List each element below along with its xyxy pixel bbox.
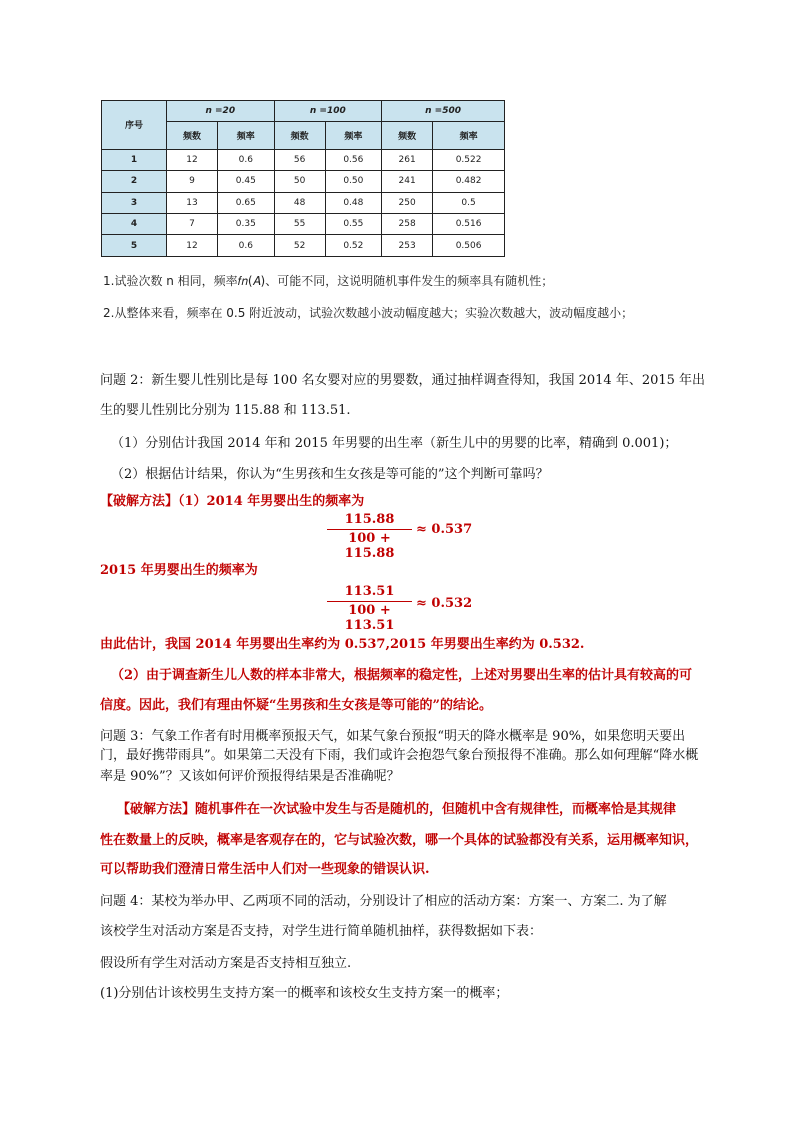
table-cell: 0.50 <box>325 171 382 192</box>
row-index: 2 <box>102 171 167 192</box>
question-4-line-4: (1)分别估计该校男生支持方案一的概率和该校女生支持方案一的概率； <box>100 986 509 1001</box>
fraction-numerator: 113.51 <box>344 584 395 599</box>
solution-2-part-2-line-2: 信度。因此，我们有理由怀疑“生男孩和生女孩是等可能的”的结论。 <box>100 698 492 713</box>
table-cell: 48 <box>274 192 325 213</box>
table-cell: 261 <box>382 149 433 170</box>
table-row <box>102 149 505 170</box>
count-header: 频数 <box>382 122 433 149</box>
table-cell: 0.5 <box>433 192 505 213</box>
solution-3-line-2: 性在数量上的反映，概率是客观存在的，它与试验次数，哪一个具体的试验都没有关系，运用概率知识， <box>100 833 699 848</box>
solution-3-text: 随机事件在一次试验中发生与否是随机的，但随机中含有规律性，而概率恰是其规律 <box>195 802 677 817</box>
table-cell: 52 <box>274 235 325 257</box>
table-cell: 7 <box>167 214 218 235</box>
table-cell: 241 <box>382 171 433 192</box>
note-randomness: 1.试验次数 n 相同，频率𝑓𝑛(𝐴)、可能不同，这说明随机事件发生的频率具有随机性； <box>103 274 554 288</box>
fraction-2014-value: ≈ 0.537 <box>416 522 473 537</box>
table-row <box>102 171 505 192</box>
method-tag: 【破解方法】 <box>100 494 179 509</box>
row-index: 3 <box>102 192 167 213</box>
table-cell: 9 <box>167 171 218 192</box>
table-cell: 56 <box>274 149 325 170</box>
question-2-sub-2: （2）根据估计结果，你认为“生男孩和生女孩是等可能的”这个判断可靠吗？ <box>111 467 549 482</box>
solution-2-part-1-intro: （1）2014 年男婴出生的频率为 <box>178 494 365 509</box>
solution-2-heading <box>100 490 364 509</box>
question-4-line-1: 问题 4：某校为举办甲、乙两项不同的活动，分别设计了相应的活动方案：方案一、方案二. 为了解 <box>100 894 667 909</box>
table-cell: 0.56 <box>325 149 382 170</box>
table-cell: 253 <box>382 235 433 257</box>
table-row <box>102 214 505 235</box>
group-header-n100: n =100 <box>274 101 382 122</box>
table-cell: 0.6 <box>218 149 275 170</box>
table-cell: 50 <box>274 171 325 192</box>
fraction-2015 <box>327 584 412 633</box>
table-header-row <box>102 101 505 122</box>
frequency-table <box>101 100 505 257</box>
question-2-sub-1: （1）分别估计我国 2014 年和 2015 年男婴的出生率（新生儿中的男婴的比率，精确到 0.001)； <box>111 436 678 451</box>
method-tag: 【破解方法】 <box>117 802 196 817</box>
table-row <box>102 235 505 257</box>
table-cell: 0.506 <box>433 235 505 257</box>
row-index: 4 <box>102 214 167 235</box>
solution-2-conclusion: 由此估计，我国 2014 年男婴出生率约为 0.537,2015 年男婴出生率约为 0.532. <box>100 637 585 652</box>
fraction-numerator: 115.88 <box>344 512 395 527</box>
table-cell: 13 <box>167 192 218 213</box>
question-3-line-3: 率是 90%”？又该如何评价预报得结果是否准确呢？ <box>100 769 400 784</box>
freq-header: 频率 <box>325 122 382 149</box>
question-4-line-3: 假设所有学生对活动方案是否支持相互独立. <box>100 956 352 971</box>
table-cell: 0.45 <box>218 171 275 192</box>
table-cell: 0.516 <box>433 214 505 235</box>
table-cell: 250 <box>382 192 433 213</box>
frequency-table-container <box>101 100 505 257</box>
table-row <box>102 192 505 213</box>
freq-header: 频率 <box>218 122 275 149</box>
solution-2-part-2-line-1: （2）由于调查新生儿人数的样本非常大，根据频率的稳定性，上述对男婴出生率的估计具有较高的可 <box>111 668 693 683</box>
fraction-bar <box>327 529 412 530</box>
index-header: 序号 <box>102 101 167 150</box>
fraction-denominator: 100 + 113.51 <box>344 603 395 633</box>
table-cell: 0.522 <box>433 149 505 170</box>
question-3-line-2: 门，最好携带雨具”。如果第二天没有下雨，我们或许会抱怨气象台预报得不准确。那么如何理解“降水概 <box>100 748 699 763</box>
solution-3-line-1 <box>117 798 676 817</box>
question-3-line-1: 问题 3：气象工作者有时用概率预报天气，如某气象台预报“明天的降水概率是 90%，如果您明天要出 <box>100 729 686 744</box>
table-cell: 0.6 <box>218 235 275 257</box>
table-cell: 0.482 <box>433 171 505 192</box>
question-2-line-2: 生的婴儿性别比分别为 115.88 和 113.51. <box>100 403 351 418</box>
table-cell: 258 <box>382 214 433 235</box>
group-header-n500: n =500 <box>382 101 505 122</box>
question-2-line-1: 问题 2：新生婴儿性别比是每 100 名女婴对应的男婴数，通过抽样调查得知，我国 2014 年、2015 年出 <box>100 373 706 388</box>
table-cell: 0.52 <box>325 235 382 257</box>
fraction-2014 <box>327 512 412 561</box>
solution-2-2015-intro: 2015 年男婴出生的频率为 <box>100 563 258 578</box>
table-cell: 0.35 <box>218 214 275 235</box>
row-index: 1 <box>102 149 167 170</box>
count-header: 频数 <box>167 122 218 149</box>
fraction-2015-value: ≈ 0.532 <box>416 596 473 611</box>
fraction-denominator: 100 + 115.88 <box>344 531 395 561</box>
question-4-line-2: 该校学生对活动方案是否支持，对学生进行简单随机抽样，获得数据如下表： <box>100 924 543 939</box>
table-cell: 0.48 <box>325 192 382 213</box>
count-header: 频数 <box>274 122 325 149</box>
note-stability: 2.从整体来看，频率在 0.5 附近波动，试验次数越小波动幅度越大；实验次数越大，波动幅度越小； <box>103 306 634 320</box>
table-cell: 55 <box>274 214 325 235</box>
table-cell: 0.55 <box>325 214 382 235</box>
group-header-n20: n =20 <box>167 101 275 122</box>
freq-header: 频率 <box>433 122 505 149</box>
table-cell: 12 <box>167 235 218 257</box>
table-cell: 12 <box>167 149 218 170</box>
solution-3-line-3: 可以帮助我们澄清日常生活中人们对一些现象的错误认识. <box>100 862 430 877</box>
fraction-bar <box>327 601 412 602</box>
row-index: 5 <box>102 235 167 257</box>
table-cell: 0.65 <box>218 192 275 213</box>
